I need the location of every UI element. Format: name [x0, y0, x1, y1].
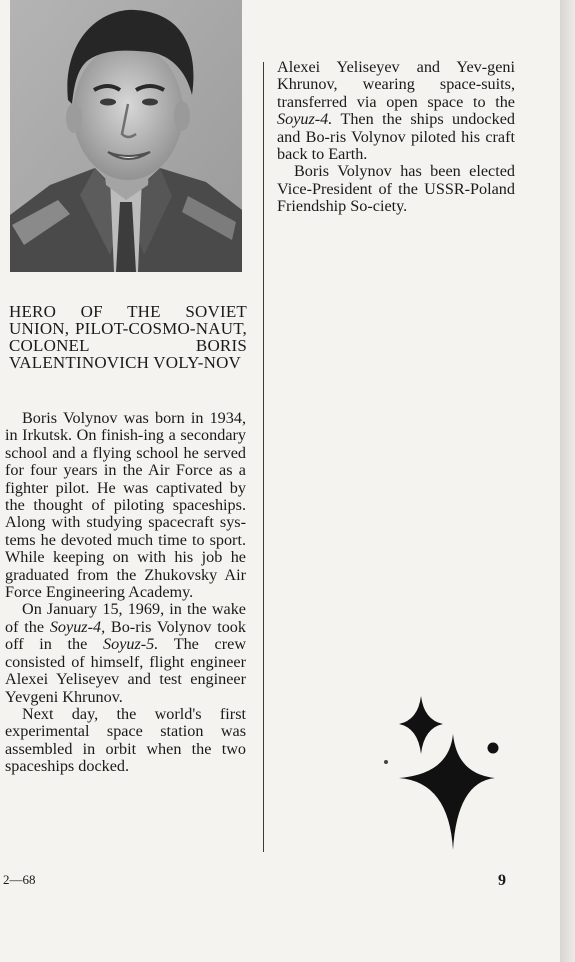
portrait-photo [10, 0, 242, 272]
article-heading: HERO OF THE SOVIET UNION, PILOT-COSMO-NAUT, COLONEL BORIS VALENTINOVICH VOLY-NOV [9, 302, 247, 372]
ship-name-soyuz-4: Soyuz-4, [49, 617, 106, 636]
paragraph-vice-president: Boris Volynov has been elected Vice-President of the USSR-Poland Friendship So-ciety. [277, 162, 515, 216]
ship-name-soyuz-5: Soyuz-5. [103, 635, 159, 654]
text-segment: On January 15, 1969, in the wake of the [5, 600, 246, 636]
column-divider [263, 62, 264, 852]
text-segment: Then the ships undocked and Bo-ris Volynov piloted his craft back to Earth. [277, 110, 515, 164]
text-segment: Bo-ris Volynov took off in the [5, 617, 246, 654]
text-segment: The crew consisted of himself, flight engineer Alexei Yeliseyev and test engineer Yevgeni Khrunov. [5, 635, 247, 706]
paragraph-biography: Boris Volynov was born in 1934, in Irkutsk. On finish-ing a secondary school and a flying school he served for four years in the Air Force as a fighter pilot. He was captivated by the thought of piloting spaceships. Along with studying spacecraft sys-tems he devoted much time to sport. While keeping on with his job he graduated from the Zhukovsky Air Force Engineering Academy. [5, 409, 246, 602]
portrait-photo-drawing [10, 0, 242, 272]
paragraph-transfer [277, 59, 515, 163]
printer-signature-mark: 2—68 [3, 872, 36, 887]
paragraph-flight [5, 601, 246, 705]
left-text-column [5, 410, 246, 776]
page-edge [560, 0, 575, 962]
page-number: 9 [498, 872, 506, 889]
paragraph-docking: Next day, the world's first experimental space station was assembled in orbit when the two spaceships docked. [5, 704, 246, 776]
ship-name-soyuz-4: Soyuz-4. [277, 110, 333, 129]
four-point-stars-ornament [383, 686, 508, 856]
text-segment: Alexei Yeliseyev and Yev-geni Khrunov, wearing space-suits, transferred via open space to the [277, 58, 515, 111]
right-text-column [277, 59, 515, 216]
